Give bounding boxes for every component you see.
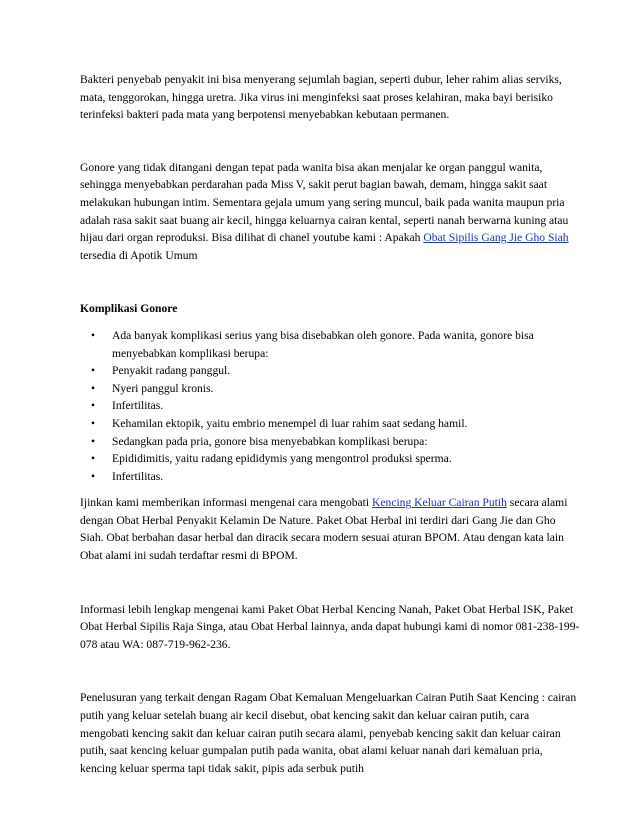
list-item: • Kehamilan ektopik, yaitu embrio menempel di luar rahim saat sedang hamil. <box>80 415 580 433</box>
paragraph-bacteria: Bakteri penyebab penyakit ini bisa menyerang sejumlah bagian, seperti dubur, leher rahim alias serviks, mata, tenggorokan, hingga uretra. Jika virus ini menginfeksi saat proses kelahiran, maka bayi berisiko terinfeksi bakteri pada mata yang berpotensi menyebabkan kebutaan permanen. <box>80 73 562 122</box>
list-item: • Sedangkan pada pria, gonore bisa menyebabkan komplikasi berupa: <box>80 433 580 451</box>
complications-list <box>80 327 580 485</box>
paragraph-informasi: Informasi lebih lengkap mengenai kami Paket Obat Herbal Kencing Nanah, Paket Obat Herbal ISK, Paket Obat Herbal Sipilis Raja Singa, atau Obat Herbal lainnya, anda dapat hubungi kami di nomor 081-238-199-078 atau WA: 087-719-962-236. <box>80 602 580 651</box>
paragraph-penelusuran: Penelusuran yang terkait dengan Ragam Obat Kemaluan Mengeluarkan Cairan Putih Saat Kencing : cairan putih yang keluar setelah buang air kecil disebut, obat kencing sakit dan keluar cairan putih, cara mengobati kencing sakit dan keluar cairan putih secara alami, penyebab kencing sakit dan keluar cairan putih, saat kencing keluar gumpalan putih pada wanita, obat alami keluar nanah dari kemaluan pria, kencing keluar sperma tapi tidak sakit, pipis ada serbuk putih <box>80 691 577 775</box>
list-item: • Infertilitas. <box>80 397 580 415</box>
heading-komplikasi: Komplikasi Gonore <box>80 302 178 316</box>
paragraph-gonore-after: tersedia di Apotik Umum <box>80 248 198 262</box>
document-page <box>80 71 580 777</box>
paragraph-cara-before: Ijinkan kami memberikan informasi mengenai cara mengobati <box>80 496 372 510</box>
paragraph-gonore-text: Gonore yang tidak ditangani dengan tepat pada wanita bisa akan menjalar ke organ panggul wanita, sehingga menyebabkan perdarahan pada Miss V, sakit perut bagian bawah, demam, hingga sakit saat melakukan hubungan intim. Sementara gejala umum yang sering muncul, baik pada wanita maupun pria adalah rasa sakit saat buang air kecil, hingga keluarnya cairan kental, seperti nanah berwarna kuning atau hijau dari organ reproduksi. Bisa dilihat di chanel youtube kami : Apakah <box>80 160 569 245</box>
paragraph-gonore-untreated <box>80 159 580 265</box>
paragraph-cara-mengobati <box>80 494 580 564</box>
list-item: • Infertilitas. <box>80 468 580 486</box>
list-item: • Epididimitis, yaitu radang epididymis yang mengontrol produksi sperma. <box>80 450 580 468</box>
list-item: • Penyakit radang panggul. <box>80 362 580 380</box>
link-kencing-keluar-cairan-putih[interactable]: Kencing Keluar Cairan Putih <box>372 496 507 510</box>
link-obat-sipilis[interactable]: Obat Sipilis Gang Jie Gho Siah <box>423 231 569 245</box>
list-item: • Ada banyak komplikasi serius yang bisa disebabkan oleh gonore. Pada wanita, gonore bisa menyebabkan komplikasi berupa: <box>80 327 580 362</box>
paragraph-cara-after: secara alami dengan Obat Herbal Penyakit Kelamin De Nature. Paket Obat Herbal ini terdiri dari Gang Jie dan Gho Siah. Obat berbahan dasar herbal dan diracik secara modern sesuai aturan BPOM. Atau dengan kata lain Obat alami ini sudah terdaftar resmi di BPOM. <box>80 496 568 563</box>
list-item: • Nyeri panggul kronis. <box>80 380 580 398</box>
